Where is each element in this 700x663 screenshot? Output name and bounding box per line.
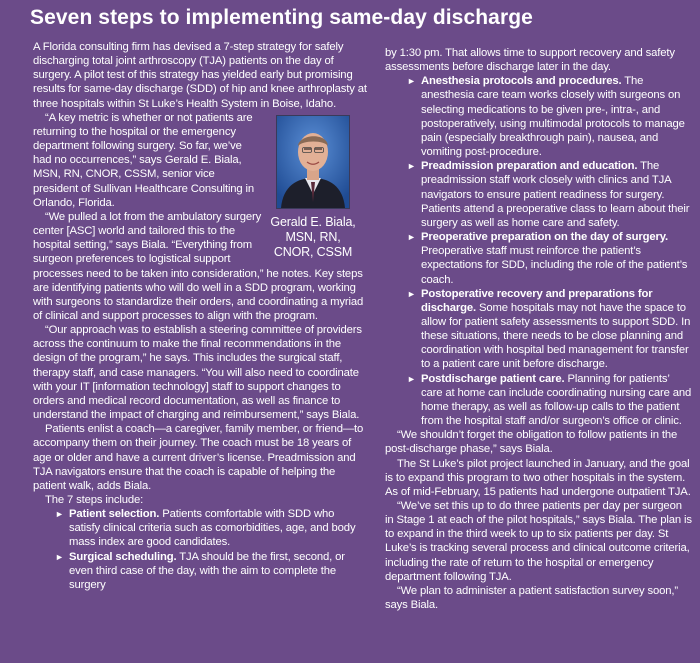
person-portrait-icon [277, 116, 349, 208]
arrow-bullet-icon: ► [55, 551, 64, 562]
paragraph: “A key metric is whether or not patients are returning to the hospital or the emergency department following surgery. So far, we’ve had no occurrences,” says Gerald E. Biala, MSN, RN, CNOR, CSSM, senior vice president of Sullivan Healthcare Consulting in Orlando, Florida. [33, 111, 255, 209]
step-item [385, 159, 693, 230]
step-title: Patient selection. [69, 508, 160, 521]
paragraph: The St Luke’s pilot project launched in January, and the goal is to expand this program to two other hospitals in the system. As of mid-February, 15 patients had undergone outpatient TJA. [385, 457, 691, 498]
step-title: Surgical scheduling. [69, 550, 177, 563]
step-item [385, 74, 693, 159]
portrait-figure [268, 115, 358, 260]
paragraph: “We plan to administer a patient satisfaction survey soon,” says Biala. [385, 584, 679, 612]
step-title: Preoperative preparation on the day of surgery. [421, 231, 668, 244]
article-headline: Seven steps to implementing same-day discharge [30, 6, 533, 29]
left-column [33, 40, 368, 592]
arrow-bullet-icon: ► [55, 509, 64, 520]
paragraph: The 7 steps include: [45, 494, 144, 506]
step-body: The anesthesia care team works closely with surgeons on selecting medications to be given pre-, intra-, and postoperatively, using multimodal protocols to manage pain (especially breakthrough pain), nausea, and vomiting post-procedure. [421, 75, 685, 159]
step-body: TJA should be the first, second, or even third case of the day, with the aim to complete the surgery [69, 550, 345, 591]
paragraph: Patients enlist a coach—a caregiver, family member, or friend—to accompany them on their journey. The coach must be 18 years of age or older and have a current driver’s license. Preadmission and TJA navigators ensure that the coach is capable of helping the patient walk, adds Biala. [33, 423, 364, 492]
paragraph: “Our approach was to establish a steering committee of providers across the continuum to make the final recommendations in the design of the program,” he says. This includes the surgical staff, therapy staff, and case managers. “You will also need to coordinate with your IT [information technology] staff to support changes to orders and medical record documentation, as well as finance to understand the impact of charging and reimbursement,” says Biala. [33, 324, 362, 422]
step-body: Planning for patients’ care at home can include coordinating nursing care and home therapy, as well as follow-up calls to the patient from the hospital staff and/or surgeon’s office or clinic. [421, 372, 692, 428]
step-item [385, 372, 693, 429]
arrow-bullet-icon: ► [407, 373, 416, 384]
step-body: The preadmission staff work closely with clinics and TJA navigators to ensure patient readiness for surgery. Patients attend a preoperative class to learn about their surgery as well as home care and safety. [421, 160, 690, 229]
paragraph: by 1:30 pm. That allows time to support recovery and safety assessments before discharge later in the day. [385, 47, 675, 74]
step-item [385, 230, 693, 287]
arrow-bullet-icon: ► [407, 288, 416, 299]
right-column [385, 46, 693, 612]
paragraph: “We shouldn’t forget the obligation to follow patients in the post-discharge phase,” says Biala. [385, 429, 678, 456]
step-title: Preadmission preparation and education. [421, 160, 638, 173]
portrait-caption: Gerald E. Biala, MSN, RN, CNOR, CSSM [270, 214, 356, 259]
step-title: Postdischarge patient care. [421, 372, 565, 385]
arrow-bullet-icon: ► [407, 161, 416, 172]
portrait-photo [276, 115, 350, 209]
paragraph: “We’ve set this up to do three patients per day per surgeon in Stage 1 at each of the pilot hospitals,” says Biala. The plan is to expand in the third week to up to six patients per day. St Luke’s is tracking several process and clinical outcome criteria, including the rate of return to the hospital or emergency department following TJA. [385, 500, 692, 583]
step-title: Anesthesia protocols and procedures. [421, 75, 622, 88]
step-title: Postoperative recovery and preparations for discharge. [421, 287, 653, 314]
step-body: Preoperative staff must reinforce the patient’s expectations for SDD, including the role of the patient’s coach. [421, 245, 688, 286]
step-body: Patients comfortable with SDD who satisfy clinical criteria such as comorbidities, age, and body mass index are good candidates. [69, 508, 356, 549]
arrow-bullet-icon: ► [407, 76, 416, 87]
paragraph: A Florida consulting firm has devised a 7-step strategy for safely discharging total joint arthroscopy (TJA) patients on the day of surgery. A pilot test of this strategy has yielded early but promising results for same-day discharge (SDD) of hip and knee arthroplasty at three hospitals within St Luke’s Health System in Boise, Idaho. [33, 41, 367, 110]
paragraph: “We pulled a lot from the ambulatory surgery center [ASC] world and tailored this to the hospital setting,” says Biala. “Everything from surgeon preferences to logistical support processes need to be taken into consideration,” he notes. Key steps are identifying patients who will do well in a SDD program, working with surgeons to standardize their orders, and coordinating a myriad of clinical and support processes to align with the program. [33, 210, 364, 322]
step-item [385, 287, 693, 372]
step-item [33, 507, 368, 549]
arrow-bullet-icon: ► [407, 232, 416, 243]
step-body: Some hospitals may not have the space to allow for patient safety assessments to support SDD. In these situations, there needs to be close planning and coordination with hospital bed management for transfer to a patient care unit before discharge. [421, 301, 691, 371]
step-item [33, 550, 368, 592]
